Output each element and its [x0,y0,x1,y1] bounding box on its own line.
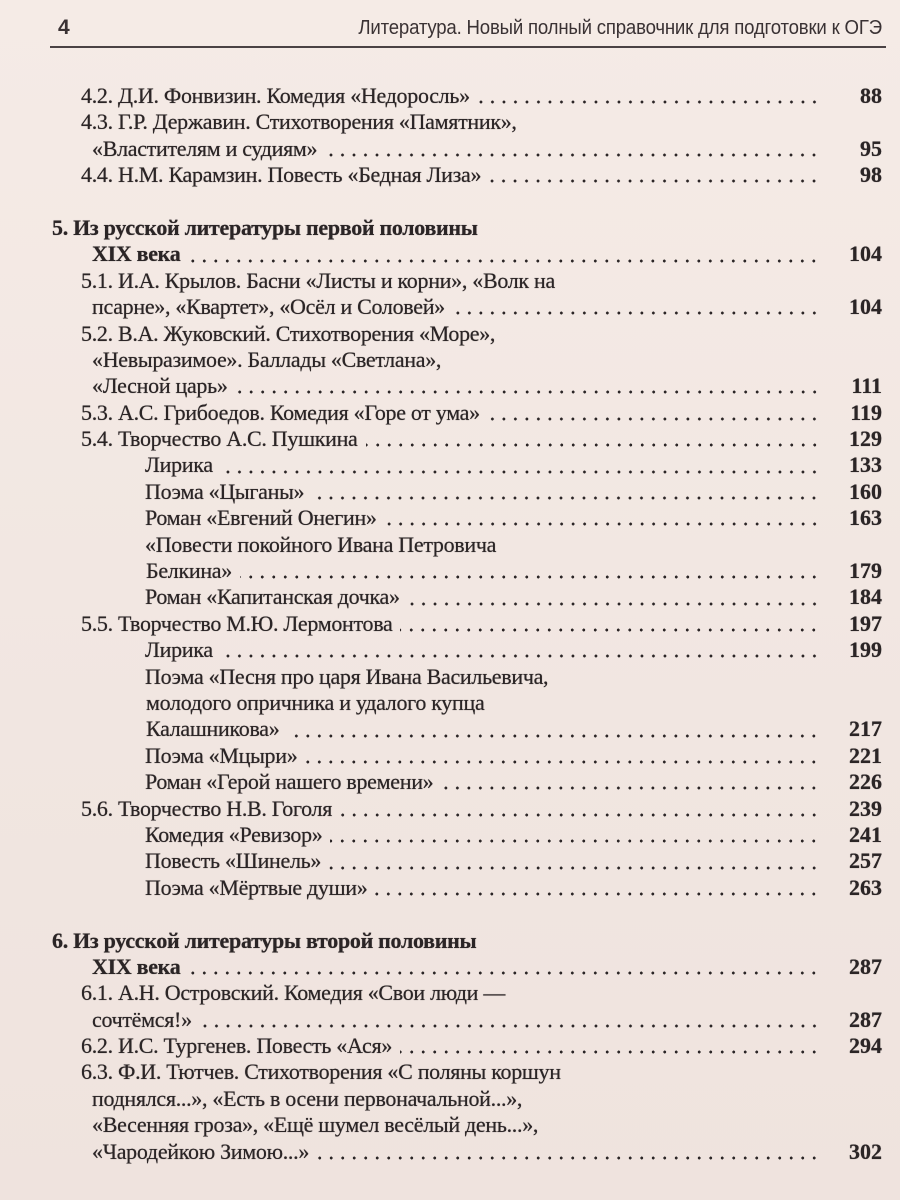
dot-leader [312,495,820,501]
toc-entry-line [0,479,900,505]
dot-leader [325,152,820,158]
toc-page-number: 257 [849,848,882,874]
toc-entry-title: 4.2. Д.И. Фонвизин. Комедия «Недоросль» [81,83,470,108]
dot-leader [408,601,820,607]
dot-leader [400,1049,820,1055]
dot-leader [385,521,820,527]
toc-entry-title: поднялся...», «Есть в осени первоначальной...», [92,1085,523,1111]
toc-entry-title: 6. Из русской литературы второй половины [52,927,477,953]
toc-page-number: 104 [849,241,882,267]
page-header [50,12,886,48]
toc-entry-line [0,400,900,426]
dot-leader [489,178,820,184]
toc-entry-line [0,1059,900,1085]
toc-page-number: 241 [849,821,882,847]
dot-leader [488,416,820,422]
toc-entry-line [0,980,900,1006]
blank-line [0,901,900,927]
toc-entry-line [0,584,900,610]
toc-entry-title: Роман «Евгений Онегин» [145,505,377,531]
toc-section-line [0,215,900,241]
toc-entry-title: Белкина» [146,558,232,584]
toc-entry-title: Поэма «Песня про царя Ивана Васильевича, [145,663,549,689]
dot-leader [188,970,820,976]
toc-entry-title: молодого опричника и удалого купца [146,689,485,715]
toc-entry-title: «Властителям и судиям» [92,135,318,161]
dot-leader [317,1155,820,1161]
toc-entry-line [0,1086,900,1112]
toc-entry-line [0,294,900,320]
toc-entry-title: Роман «Герой нашего времени» [145,769,434,795]
dot-leader [329,865,820,871]
dot-leader [221,653,820,659]
toc-entry-line [0,664,900,690]
dot-leader [188,258,820,264]
dot-leader [330,838,820,844]
toc-entry-line [0,373,900,399]
toc-entry-title: 4.3. Г.Р. Державин. Стихотворения «Памятник», [81,109,517,135]
toc-page-number: 133 [849,452,882,478]
toc-entry-title: 4.4. Н.М. Карамзин. Повесть «Бедная Лиза» [81,162,482,188]
table-of-contents [0,83,900,1165]
toc-entry-title: «Весенняя гроза», «Ещё шумел весёлый день...», [92,1112,539,1138]
toc-entry-title: Поэма «Мёртвые души» [145,874,368,900]
toc-entry-title: Поэма «Мцыри» [145,742,298,768]
dot-leader [200,1023,820,1029]
toc-entry-title: «Чародейкою Зимою...» [92,1138,310,1164]
toc-entry-title: 5.4. Творчество А.С. Пушкина [81,426,358,452]
toc-entry-line [0,1112,900,1138]
toc-page-number: 95 [860,135,882,161]
dot-leader [287,733,820,739]
toc-entry-title: Калашникова» [146,716,280,742]
toc-entry-title: 6.1. А.Н. Островский. Комедия «Свои люди — [81,980,506,1006]
dot-leader [221,469,820,475]
toc-page-number: 197 [849,610,882,636]
toc-entry-line [0,136,900,162]
toc-page-number: 226 [849,769,882,795]
dot-leader [375,891,820,897]
toc-entry-title: 5.5. Творчество М.Ю. Лермонтова [81,610,393,636]
toc-page-number: 119 [850,399,882,425]
toc-page-number: 163 [849,505,882,531]
toc-entry-title: 5.2. В.А. Жуковский. Стихотворения «Море», [81,320,496,346]
toc-entry-title: XIX века [92,953,181,979]
toc-entry-title: 5. Из русской литературы первой половины [52,214,478,240]
toc-page-number: 287 [849,953,882,979]
dot-leader [305,759,820,765]
toc-entry-line [0,162,900,188]
dot-leader [478,99,820,105]
toc-entry-line [0,716,900,742]
toc-entry-line [0,822,900,848]
dot-leader [366,442,820,448]
toc-entry-line [0,321,900,347]
toc-page-number: 302 [849,1138,882,1164]
toc-entry-line [0,637,900,663]
toc-entry-title: «Лесной царь» [92,373,228,399]
toc-page-number: 221 [849,742,882,768]
toc-page-number: 199 [849,637,882,663]
toc-entry-title: 5.6. Творчество Н.В. Гоголя [81,795,333,821]
toc-entry-line [0,611,900,637]
toc-entry-line [0,1007,900,1033]
toc-page-number: 88 [860,83,882,108]
toc-entry-title: 5.1. И.А. Крылов. Басни «Листы и корни», «Волк на [81,267,555,293]
blank-line [0,189,900,215]
dot-leader [400,627,820,633]
toc-entry-line [0,426,900,452]
toc-entry-line [0,532,900,558]
dot-leader [236,389,820,395]
toc-entry-title: Лирика [145,637,213,663]
toc-page-number: 98 [860,162,882,188]
toc-section-line [0,954,900,980]
dot-leader [240,574,820,580]
dot-leader [453,310,820,316]
toc-entry-line [0,848,900,874]
toc-page-number: 160 [849,478,882,504]
toc-entry-line [0,268,900,294]
toc-page-number: 184 [849,584,882,610]
dot-leader [441,785,820,791]
toc-entry-title: Повесть «Шинель» [145,848,322,874]
toc-section-line [0,241,900,267]
toc-section-line [0,928,900,954]
toc-page-number: 263 [849,874,882,900]
toc-page-number: 104 [849,294,882,320]
toc-page-number: 239 [849,795,882,821]
toc-page-number: 294 [849,1033,882,1059]
toc-page-number: 179 [849,558,882,584]
toc-entry-title: Лирика [145,452,213,478]
toc-entry-title: Роман «Капитанская дочка» [145,584,400,610]
toc-entry-line [0,769,900,795]
running-title: Литература. Новый полный справочник для подготовки к ОГЭ [358,17,882,39]
toc-entry-line [0,558,900,584]
toc-entry-title: 6.3. Ф.И. Тютчев. Стихотворения «С поляны коршун [81,1059,561,1085]
toc-entry-title: «Повести покойного Ивана Петровича [145,531,497,557]
toc-entry-title: «Невыразимое». Баллады «Светлана», [92,346,442,372]
toc-entry-title: Комедия «Ревизор» [145,821,323,847]
toc-entry-line [0,109,900,135]
toc-page-number: 111 [851,373,882,399]
toc-entry-line [0,452,900,478]
toc-entry-title: псарне», «Квартет», «Осёл и Соловей» [92,294,445,320]
toc-page-number: 217 [849,716,882,742]
toc-entry-title: 5.3. А.С. Грибоедов. Комедия «Горе от ума» [81,399,480,425]
toc-entry-line [0,347,900,373]
toc-entry-line [0,1139,900,1165]
toc-entry-line [0,875,900,901]
toc-entry-line [0,1033,900,1059]
page-number: 4 [58,16,70,39]
toc-entry-line [0,796,900,822]
toc-entry-title: Поэма «Цыганы» [145,478,305,504]
dot-leader [340,812,820,818]
toc-entry-title: сочтёмся!» [92,1006,192,1032]
toc-page-number: 129 [849,426,882,452]
toc-entry-title: XIX века [92,241,181,267]
toc-page-number: 287 [849,1006,882,1032]
toc-entry-line [0,743,900,769]
toc-entry-line [0,690,900,716]
toc-entry-title: 6.2. И.С. Тургенев. Повесть «Ася» [81,1033,393,1059]
toc-entry-line [0,83,900,109]
toc-entry-line [0,505,900,531]
